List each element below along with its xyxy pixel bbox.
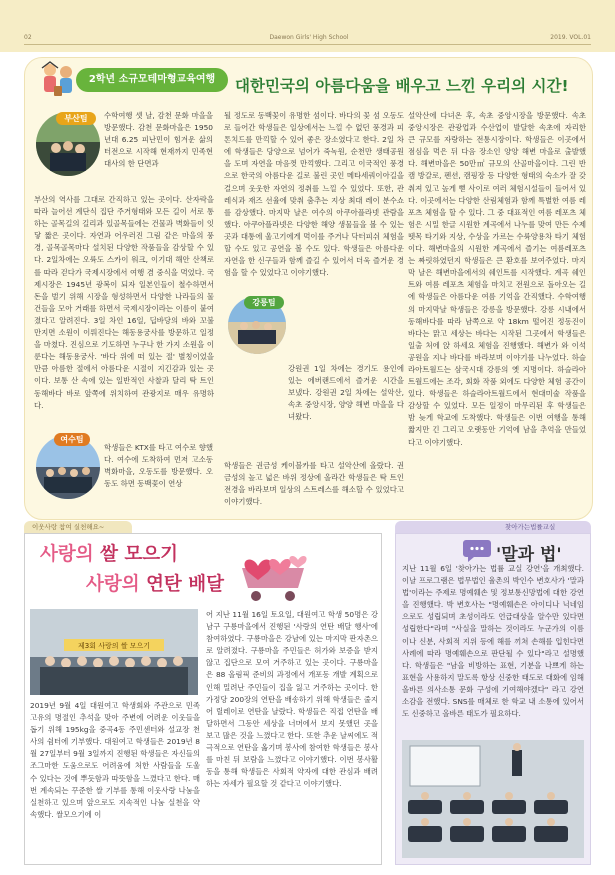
header-divider — [24, 44, 591, 45]
travel-badge-label: 2학년 소규모테마형교육여행 — [76, 68, 228, 92]
travel-col1-intro: 수학여행 셋 날, 감천 문화 마을을 방문했다. 감천 문화마을은 1950년대 6.25 피난민이 힘겨운 삶의 터전으로 시작해 현재까지 민족현대사의 한 단면과 — [104, 111, 213, 169]
yeosu-team-tag: 여수팀 — [54, 433, 90, 446]
issue-number: 2019. VOL.01 — [550, 34, 591, 41]
love-col1: 2019년 9월 4일 대원여고 학생회와 주관으로 민족 고유의 명절인 추석을 맞아 주변에 어려운 이웃들을 돕기 위해 195kg을 중곡4동 주민센터와 설교장 천사의 쉼터에 기부했다. 대원여고 학생들은 2019년 8월 27일부터 9월 3일까지 진행된 학생들은 자신들의 조그마한 도움으로도 어려움에 처한 사람들을 도울 수 있다는 것에 뿌듯함과 따뜻함을 느꼈다고 한다. 매번 계속되는 꾸준한 쌀 기부를 통해 이웃사랑 나눔을 실천하고 있으며 앞으로도 지속적인 나눔 실천을 약속했다. 쌀모으기에 이 — [30, 701, 200, 819]
travel-col2-tail: 학생들은 권금성 케이블카를 타고 설악산에 올랐다. 권금성의 높고 넓은 바위 정상에 올라간 학생들은 탁 트인 전경을 바라보며 일상의 스트레스를 해소할 수 있었다고 이야기했다. — [224, 461, 404, 507]
speech-bubble-icon — [462, 538, 492, 564]
travel-col2-main: 될 정도로 동백꽃이 유명한 섬이다. 바다의 꽃 섬 오동도로 들어간 학생들은 일상에서는 느낄 수 없던 풍경과 피톤치드를 만끽할 수 있어 좋은 장소였다고 한다. 2일 차에 학생들은 당양으로 넘어가 죽녹원, 순천만 생태공원을 도며 자연을 마음껏 만끽했다. 그리고 이국적인 풍경으로 한국의 아름다운 길로 불린 곳인 메타세쿼이아길을 걸으며 웃웃한 자연의 정취를 느낄 수 있었다. 또한, 관레식과 재즈 선율에 맞춰 춤추는 지상 최대 레이 분수쇼를 감상했다. 마지막 날은 여수의 아쿠아플라넷 관람을 했다. 아쿠아플라넷은 다양한 해양 생물들을 볼 수 있는 곳과 대통에 울고기에게 먹이를 주거나 닥터피쉬 체험을 할 수도 있고 공연을 볼 수도 있다. 학생들은 아름다운 자연을 한 신구들과 함께 즐길 수 있어서 더욱 즐거운 경험을 할 수 있었다고 이야기했다. — [224, 111, 404, 278]
rice-donation-photo — [30, 609, 198, 695]
rice-title-emphasis: 쌀 모으기 — [100, 544, 178, 565]
gangneung-team-tag: 강릉팀 — [244, 296, 284, 309]
travel-badge — [38, 60, 228, 100]
love-section-tab: 이웃사랑 참여 실천해요~ — [24, 521, 132, 533]
rice-title: 사랑의 쌀 모으기 — [40, 544, 178, 565]
travelers-illustration-icon — [38, 60, 80, 100]
travel-col2-gangneung: 강원권 1일 차에는 경기도 용인에 있는 에버랜드에서 즐거운 시간을 보냈다. 강원권 2일 차에는 설악산, 속초 중앙시장, 양양 해변 마을을 다녀왔다. — [288, 364, 404, 422]
page-number: 02 — [24, 34, 32, 41]
briquette-title: 사랑의 연탄 배달 — [86, 574, 224, 595]
briquette-title-emphasis: 연탄 배달 — [146, 574, 224, 595]
love-col2: 어 지난 11월 16일 토요일, 대원여고 학생 50명은 강남구 구룡마을에서 진행된 '사랑의 연탄 배달 행사'에 참여하였다. 구룡마을은 강남에 있는 마지막 판자촌으로 알려졌다. 구룡마을 주민들은 허가와 보증을 받지 않고 집단으로 모여 거주하고 있는 곳이다. 구룡마을은 88 올림픽 준비의 과정에서 개포동 개발 계획으로 인해 밀려난 주민들이 집을 잃고 거주하는 곳이다. 한 가정당 200장의 연탄을 배송하기 위해 학생들은 줄지어 릴레이로 연탄을 날랐다. 학생들은 직접 연탄을 배달하면서 그동안 세상을 너머에서 보지 못했던 곳을 보고 많은 것을 느꼈다고 한다. 또한 추운 날씨에도 적극적으로 연탄을 옮기며 봉사에 참여한 학생들은 봉사를 마친 뒤 보람을 느꼈다고 이야기했다. 이번 봉사활동을 통해 학생들은 사회적 약자에 대한 관심과 배려하는 자세가 필요할 것 같다고 이야기했다. — [206, 610, 378, 789]
travel-col3: 설악산에 다녀온 후, 속초 중앙시장을 방문했다. 속초 중앙시장은 관광업과 수산업이 발달한 속초에 자리한 큰 규모를 자랑하는 전통시장이다. 학생들은 이곳에서 점심을 먹은 뒤 다음 장소인 양양 해변 마을로 출발했다. 해변마을은 50만㎡ 규모의 산골마을이다. 그린 반캠 방갈로, 펜션, 캠핑장 등 다양한 형태의 숙소가 잘 갖춰져 있고 높게 뻗 사이로 여러 체험시설들이 들어서 있다. 이곳에서는 다양한 산림체험과 함께 특별한 여름 레포츠 체험을 할 수 있다. 그 중 대표적인 여름 레포츠 체험은 시밀 한글 시원한 계곡에서 나누를 맞여 만든 수제 뗏목 타기와 지상, 수상을 가르는 수륙양용차 타기 체험이다. 해변마을의 시원한 계곡에서 즐기는 여름레포츠는 짜릿하였던지 학생들은 큰 환호를 보여주었다. 마지막 날은 해변마을에서의 쉐인트를 시작했다. 계곡 쉐인트와 여름 레포츠 체험을 마치고 전원으로 돌아오는 길에 학생들은 아름다운 여름 기억을 간직했다. 수학여행의 마지막날 학생들은 강릉을 방문했다. 강릉 시내에서 동해바다를 따라 남쪽으로 약 18km 떨어진 정동진이 바다는 맑고 세상는 바다는 시작된 그곳에서 학생들은 일출 처에 앉 하세요 체험을 진행했다. 해변가 와 이석공원을 지나 바다를 바라보며 이야기를 나누었다. 하슬라아트월드는 삼국시대 강릉의 옛 지명이다. 하슬라아트월드에는 조각, 회화 작품 외에도 다양한 체험 공간이 있다. 학생들은 하슬라아트월드에서 현대미술 작품을 감상할 수 있었다. 모든 일정이 마무리된 후 학생들은 밤 늦게 학교에 도착했다. 학생들은 이번 여행을 통해 짧지만 긴 그리고 오랫동안 기억에 남을 추억을 만들었다고 이야기했다. — [408, 111, 586, 447]
rice-banner-text: 제3회 사랑의 쌀 모으기 — [78, 642, 150, 650]
travel-col1-yeosu: 학생들은 KTX를 타고 여수로 향했다. 여수에 도착하여 먼저 고소동 벽화마을, 오동도를 방문했다. 오동도 하면 동백꽃이 연상 — [104, 443, 213, 489]
busan-team-tag: 부산팀 — [56, 112, 96, 125]
page-header — [24, 34, 591, 44]
law-lecture-photo — [402, 740, 584, 858]
travel-col1-body: 부산의 역사를 그대로 간직하고 있는 곳이다. 산자락을 따라 늘어선 계단식 집단 주거형태와 모든 길이 서로 통하는 골목길의 길리과 있골목들에는 건물과 벽화들이 잇닿 짧은 곳이다. 자연과 어우러진 그림 같은 마을의 풍경, 골목골목마다 설치된 다양한 작품들을 감상할 수 있다. 2일차에는 오륙도 스카이 워크, 이기대 해안 산책로를 따라 걷다가 국제시장에서 여행 겸 중식을 먹었다. 국제시장은 1945년 광복이 되자 일본인들이 철수하면서 돈을 벌기 위해 시장을 형성하면서 다양한 나라들의 물건들을 모아 거래를 하면서 국제시장이라는 이름이 붙여졌다고 알려진다. 3일 차인 16일, 딥바당의 바와 꼬불 만지면 소원이 이뤄진다는 해동용궁사를 방문하고 일정을 마쳤다. 진심으로 기도하면 누구나 한 가지 소원을 이룬다는 해동용궁사. '바다 위에 떠 있는 절' 별칭이었을 만큼 아름한 절에서 아름다운 시절이 지긴감과 있는 곳이다. 보통 산 속에 있는 일반적인 사찰과 달리 탁 트인 동해바다 바로 앞쪽에 위치하여 관광지로 매우 유명하다. — [34, 195, 214, 410]
law-section-tab: 찾아가는법률교실 — [395, 521, 591, 533]
heart-cart-icon — [218, 550, 328, 604]
travel-headline: 대한민국의 아름다움을 배우고 느낀 우리의 시간! — [235, 77, 569, 95]
law-title: '말과 법' — [496, 545, 562, 565]
law-body: 지난 11월 6일 '찾아가는 법률 교실 강연'을 개최했다. 이날 프로그램은 법무법인 율촌의 박인수 변호사가 '말과 법'이라는 주제로 명예훼손 및 정보통신망법에 대한 강연을 진행했다. 박 변호사는 "명예훼손은 아이디나 닉네임으로도 성립되며 초성이라도 언급대상을 알수만 있다면 성립한다"라며 "사실을 말하는 것이라도 누군가의 이름이나 신분, 사회적 지위 등에 해를 끼쳐 손해를 입힌다면 사례에 따라 명예훼손으로 판단될 수 있다"라고 설명했다. 학생들은 "남을 비방하는 표현, 기분을 나쁘게 하는 표현을 사용하지 말도록 항상 신중한 태도로 대화에 임해 올바른 의사소통 문화 구성에 기여해야겠다" 라고 강연 소감을 전했다. SNS를 매체로 한 학교 내 소통에 있어서도 신중하고 올바른 태도가 필요하다. — [402, 564, 584, 719]
publication-name: Daewon Girls' High School — [269, 34, 349, 41]
